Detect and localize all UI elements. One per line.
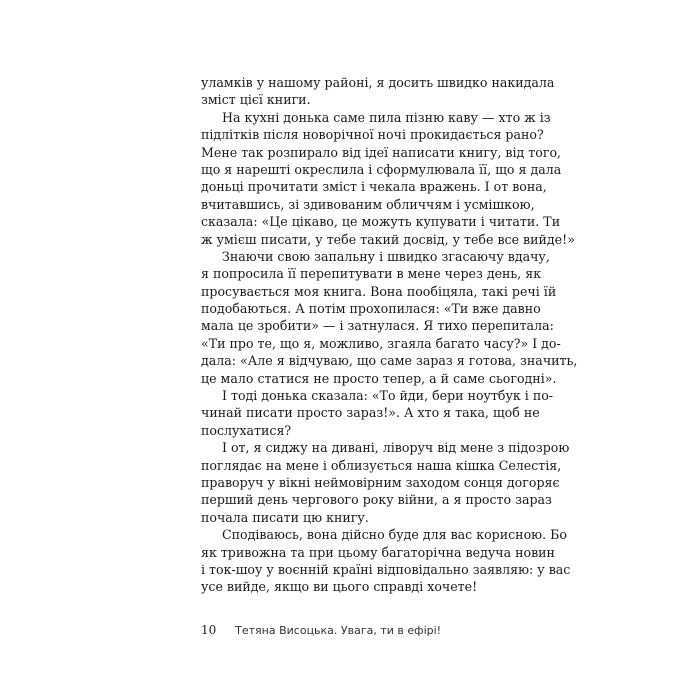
page-body-text (201, 74, 578, 596)
paragraph-4-line: послухатися? (201, 422, 292, 438)
paragraph-2-line: вчитавшись, зі здивованим обличчям і усмішкою, (201, 196, 535, 212)
paragraph-3-line: дала: «Але я відчуваю, що саме зараз я готова, значить, (201, 353, 578, 369)
paragraph-2-line: доньці прочитати зміст і чекала вражень. І от вона, (201, 179, 547, 195)
paragraph-2-line: що я нарешті окреслила і сформулювала її, що я дала (201, 161, 562, 177)
paragraph-3-line: це мало статися не просто тепер, а й саме сьогодні». (201, 370, 557, 386)
paragraph-3-line: «Ти про те, що я, можливо, згаяла багато часу?» І до- (201, 335, 561, 351)
paragraph-2-line: ж умієш писати, у тебе такий досвід, у тебе все вийде!» (201, 231, 575, 247)
paragraph-3-line: я попросила її перепитувати в мене через день, як (201, 266, 542, 282)
paragraph-5-line: праворуч у вікні неймовірним заходом сонця догоряє (201, 474, 560, 490)
paragraph-4-line: чинай писати просто зараз!». А хто я така, щоб не (201, 405, 540, 421)
paragraph-5-line: І от, я сиджу на дивані, ліворуч від мене з підозрою (222, 440, 570, 456)
running-title: Тетяна Висоцька. Увага, ти в ефірі! (235, 624, 442, 637)
paragraph-6-line: як тривожна та при цьому багаторічна ведуча новин (201, 544, 555, 560)
paragraph-2-line: підлітків після новорічної ночі прокидається рано? (201, 127, 544, 143)
paragraph-6-line: усе вийде, якщо ви цього справді хочете! (201, 579, 478, 595)
paragraph-5-line: почала писати цю книгу. (201, 509, 369, 525)
paragraph-1-line: уламків у нашому районі, я досить швидко накидала (201, 75, 555, 90)
paragraph-3-line: мала це зробити» — і затнулася. Я тихо перепитала: (201, 318, 554, 334)
paragraph-6-line: і ток-шоу у воєнній країні відповідально заявляю: у вас (201, 561, 571, 577)
paragraph-1-line: зміст цієї книги. (201, 92, 311, 108)
paragraph-2-line: На кухні донька саме пила пізню каву — хто ж із (222, 109, 551, 125)
paragraph-3-line: Знаючи свою запальну і швидко згасаючу вдачу, (222, 248, 550, 264)
paragraph-5-line: поглядає на мене і облизується наша кішка Селестія, (201, 457, 562, 473)
paragraph-3-line: просувається моя книга. Вона пообіцяла, такі речі їй (201, 283, 557, 299)
page-footer (201, 623, 441, 637)
paragraph-3-line: подобаються. А потім прохопилася: «Ти вже давно (201, 301, 541, 317)
paragraph-5-line: перший день чергового року війни, а я просто зараз (201, 492, 552, 508)
paragraph-4-line: І тоді донька сказала: «То йди, бери ноутбук і по- (222, 388, 554, 404)
paragraph-2-line: Мене так розпирало від ідеї написати книгу, від того, (201, 144, 562, 160)
paragraph-6-line: Сподіваюсь, вона дійсно буде для вас корисною. Бо (222, 527, 567, 543)
paragraph-2-line: сказала: «Це цікаво, це можуть купувати і читати. Ти (201, 214, 561, 230)
page-number: 10 (201, 623, 217, 637)
